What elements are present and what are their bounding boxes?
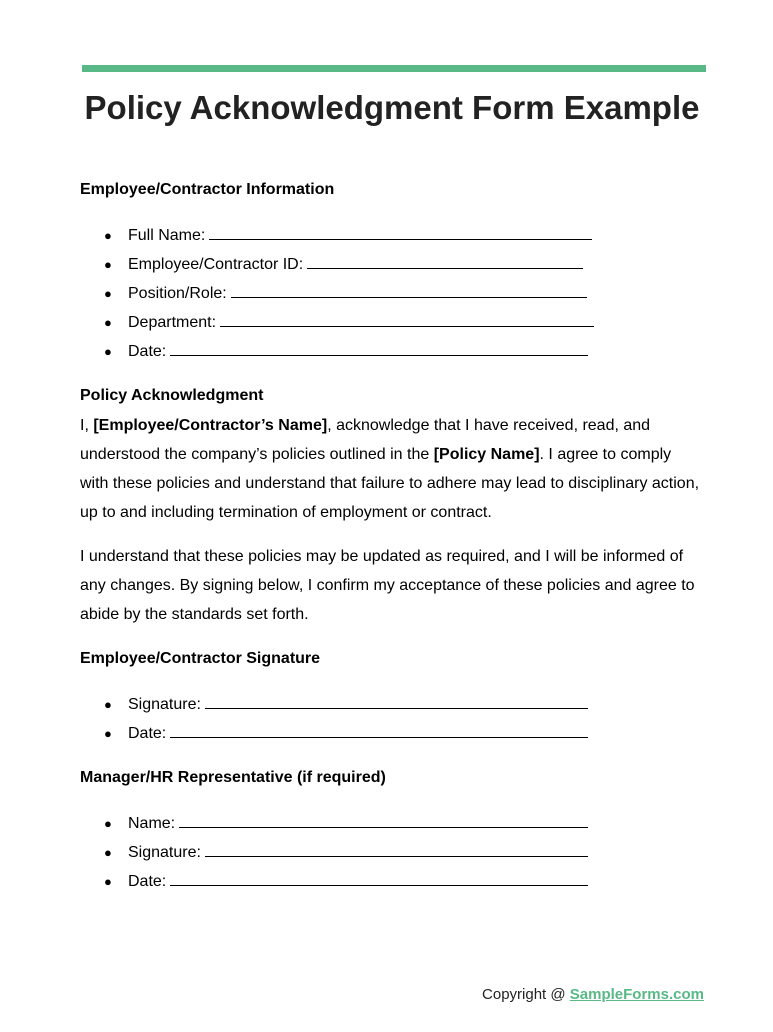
field-signature: ● Signature:: [80, 838, 588, 867]
field-date: ● Date:: [80, 867, 588, 896]
field-id: ● Employee/Contractor ID:: [80, 250, 594, 279]
field-date: ● Date:: [80, 337, 594, 366]
manager-date-input[interactable]: [170, 871, 588, 886]
section-heading-info: Employee/Contractor Information: [80, 181, 335, 198]
department-input[interactable]: [220, 312, 594, 327]
id-input[interactable]: [307, 254, 583, 269]
field-date: ● Date:: [80, 719, 588, 748]
page-title: Policy Acknowledgment Form Example: [84, 89, 700, 126]
signature-input[interactable]: [205, 694, 588, 709]
field-position: ● Position/Role:: [80, 279, 594, 308]
signature-date-input[interactable]: [170, 723, 588, 738]
info-fields: [80, 221, 594, 366]
full-name-input[interactable]: [209, 225, 592, 240]
manager-fields: [80, 809, 588, 896]
section-heading-ack: Policy Acknowledgment: [80, 387, 264, 404]
section-heading-signature: Employee/Contractor Signature: [80, 650, 321, 667]
section-heading-manager: Manager/HR Representative (if required): [80, 769, 386, 786]
manager-name-input[interactable]: [179, 813, 588, 828]
field-department: ● Department:: [80, 308, 594, 337]
signature-fields: [80, 690, 588, 748]
accent-bar: [82, 65, 706, 72]
field-signature: ● Signature:: [80, 690, 588, 719]
date-input[interactable]: [170, 341, 588, 356]
position-input[interactable]: [231, 283, 587, 298]
field-name: ● Name:: [80, 809, 588, 838]
ack-paragraph-1: I, [Employee/Contractor’s Name], acknowledge that I have received, read, and understood the company’s policies outlined in the [Policy Name]. I agree to comply with these policies and understand that failure to adhere may lead to disciplinary action, up to and including termination of employment or contract.: [80, 417, 700, 521]
manager-signature-input[interactable]: [205, 842, 588, 857]
footer-copyright: Copyright @ SampleForms.com: [482, 986, 704, 1003]
field-full-name: ● Full Name:: [80, 221, 594, 250]
sampleforms-link[interactable]: SampleForms.com: [569, 986, 704, 1003]
ack-paragraph-2: I understand that these policies may be updated as required, and I will be informed of any changes. By signing below, I confirm my acceptance of these policies and agree to abide by the standards set forth.: [80, 548, 695, 623]
